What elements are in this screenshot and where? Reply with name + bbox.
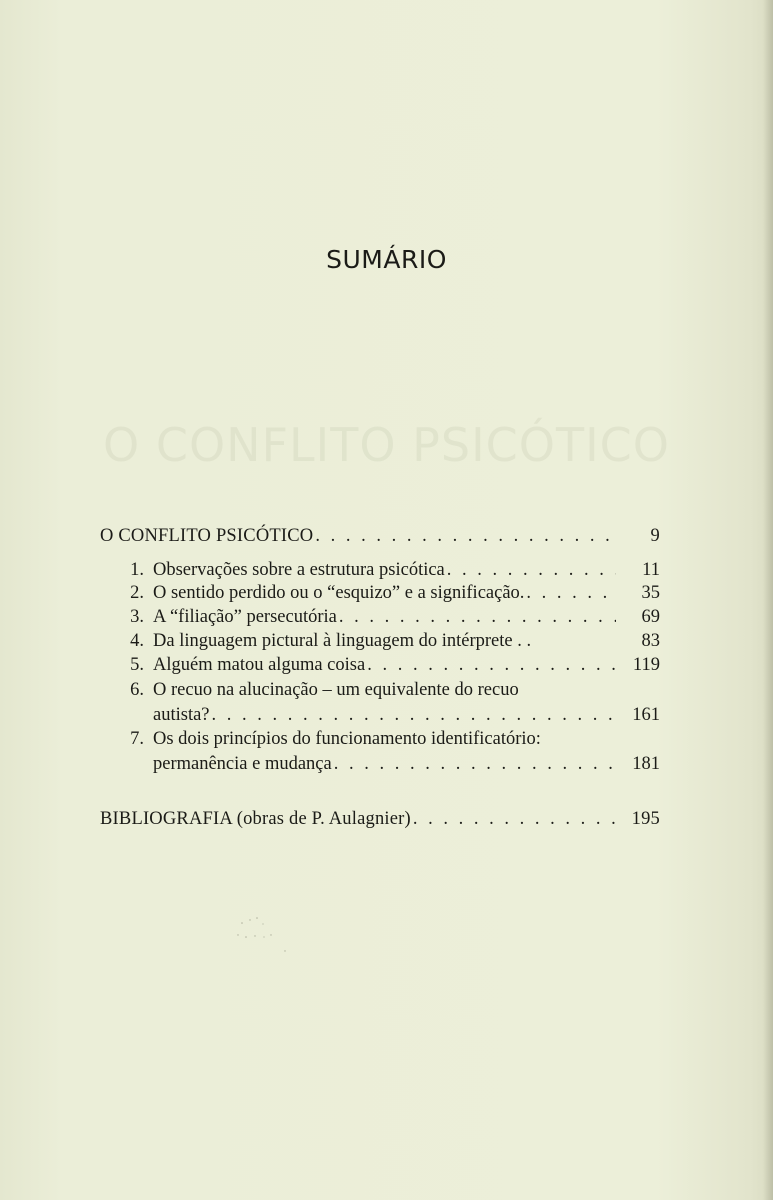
toc-bibliography-label: BIBLIOGRAFIA (obras de P. Aulagnier) xyxy=(100,809,411,829)
bleed-through-text: O CONFLITO PSICÓTICO xyxy=(103,418,670,472)
page-title: SUMÁRIO xyxy=(326,245,447,274)
toc-entry-title-line-2: permanência e mudança xyxy=(153,754,332,774)
toc-entry-7-continuation[interactable] xyxy=(153,754,660,775)
page-edge-shadow xyxy=(763,0,773,1200)
toc-entry-4[interactable] xyxy=(114,631,660,652)
leader-dots xyxy=(210,705,616,726)
leader-dots xyxy=(445,560,616,581)
toc-entry-6[interactable] xyxy=(114,680,660,701)
toc-entry-page: 35 xyxy=(641,583,660,603)
toc-entry-number: 7. xyxy=(130,729,144,749)
toc-entry-page: 69 xyxy=(641,607,660,627)
toc-entry-title-line-1: Os dois princípios do funcionamento identificatório: xyxy=(153,729,541,749)
leader-dots xyxy=(365,655,616,676)
toc-entry-title: Observações sobre a estrutura psicótica xyxy=(153,560,445,580)
toc-entry-page: 119 xyxy=(632,655,660,675)
toc-entry-page: 161 xyxy=(632,705,660,725)
toc-entry-number: 2. xyxy=(130,583,144,603)
paper-specks xyxy=(230,915,300,955)
toc-entry-page: 83 xyxy=(641,631,660,651)
toc-bibliography-page: 195 xyxy=(631,809,660,829)
toc-part-row[interactable] xyxy=(100,526,660,547)
toc-entry-title-line-2: autista? xyxy=(153,705,210,725)
toc-entry-title: A “filiação” persecutória xyxy=(153,607,337,627)
toc-entry-7[interactable] xyxy=(114,729,660,750)
toc-entry-5[interactable] xyxy=(114,655,660,676)
toc-entry-title: Alguém matou alguma coisa xyxy=(153,655,366,675)
toc-bibliography-row[interactable] xyxy=(100,809,660,830)
toc-entry-number: 5. xyxy=(130,655,144,675)
toc-entry-1[interactable] xyxy=(114,560,660,581)
leader-dots xyxy=(313,526,616,547)
toc-entry-title: Da linguagem pictural à linguagem do intérprete . . xyxy=(153,631,532,651)
toc-entry-2[interactable] xyxy=(114,583,660,604)
toc-entry-number: 4. xyxy=(130,631,144,651)
toc-part-label: O CONFLITO PSICÓTICO xyxy=(100,526,314,546)
leader-dots xyxy=(411,809,616,830)
toc-entry-title: O sentido perdido ou o “esquizo” e a significação. xyxy=(153,583,525,603)
toc-entry-number: 3. xyxy=(130,607,144,627)
toc-entry-3[interactable] xyxy=(114,607,660,628)
toc-part-page: 9 xyxy=(650,526,660,546)
leader-dots xyxy=(337,607,616,628)
toc-entry-6-continuation[interactable] xyxy=(153,705,660,726)
toc-entry-number: 1. xyxy=(130,560,144,580)
toc-entry-page: 11 xyxy=(642,560,660,580)
toc-entry-page: 181 xyxy=(632,754,660,774)
leader-dots xyxy=(332,754,616,775)
toc-entry-title-line-1: O recuo na alucinação – um equivalente do recuo xyxy=(153,680,519,700)
leader-dots xyxy=(524,583,616,604)
toc-entry-number: 6. xyxy=(130,680,144,700)
